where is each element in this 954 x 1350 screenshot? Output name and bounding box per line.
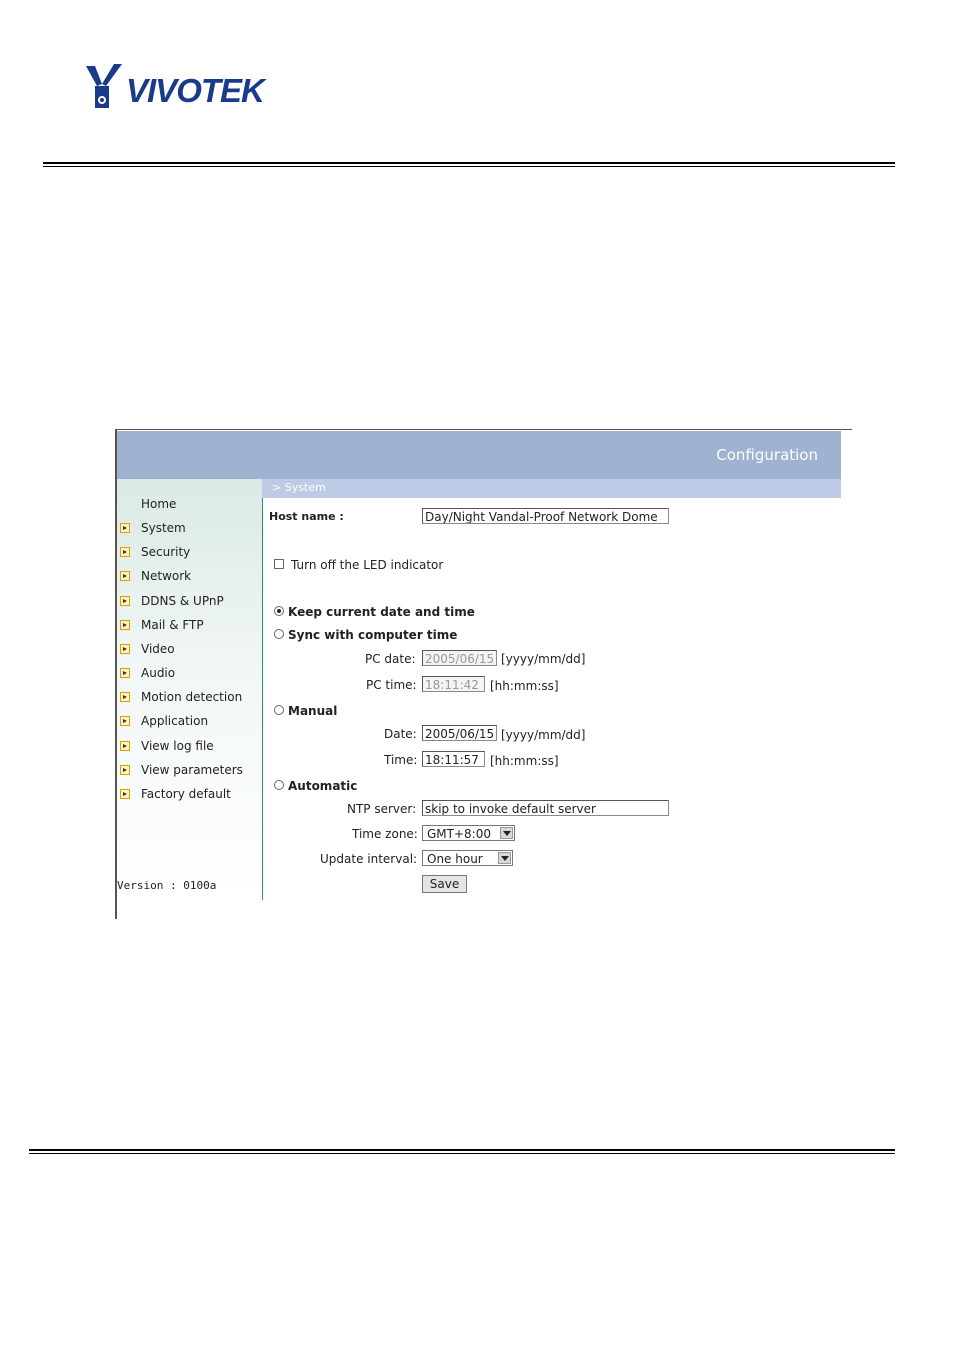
sidebar (117, 479, 263, 900)
update-interval-value: One hour (427, 852, 483, 866)
sidebar-item-ddns-upnp[interactable]: DDNS & UPnP (141, 594, 224, 608)
configuration-window (115, 429, 852, 919)
arrow-right-icon (120, 741, 130, 751)
arrow-right-icon (120, 765, 130, 775)
time-input[interactable]: 18:11:57 (422, 751, 485, 767)
sidebar-item-view-log-file[interactable]: View log file (141, 739, 214, 753)
pc-time-format: [hh:mm:ss] (490, 679, 559, 693)
top-rule (43, 162, 895, 164)
keep-time-label: Keep current date and time (288, 605, 475, 619)
brand-name: VIVOTEK (126, 72, 264, 109)
bottom-rule-thin (29, 1153, 895, 1154)
update-interval-label: Update interval: (320, 852, 418, 866)
arrow-right-icon (120, 523, 130, 533)
date-format: [yyyy/mm/dd] (501, 728, 586, 742)
time-zone-label: Time zone: (352, 827, 418, 841)
pc-date-format: [yyyy/mm/dd] (501, 652, 586, 666)
keep-time-radio[interactable] (274, 606, 284, 616)
arrow-right-icon (120, 596, 130, 606)
arrow-right-icon (120, 547, 130, 557)
date-input[interactable]: 2005/06/15 (422, 725, 497, 741)
arrow-right-icon (120, 571, 130, 581)
sidebar-item-application[interactable]: Application (141, 714, 209, 728)
host-name-input[interactable]: Day/Night Vandal-Proof Network Dome (422, 508, 669, 524)
header-title: Configuration (716, 446, 818, 464)
ntp-server-label: NTP server: (347, 802, 417, 816)
date-label: Date: (384, 727, 417, 741)
led-checkbox[interactable] (274, 559, 284, 569)
pc-date-label: PC date: (365, 652, 416, 666)
arrow-right-icon (120, 789, 130, 799)
ntp-server-input[interactable]: skip to invoke default server (422, 800, 669, 816)
sidebar-item-view-parameters[interactable]: View parameters (141, 763, 243, 777)
led-label: Turn off the LED indicator (291, 558, 444, 572)
config-header (117, 431, 841, 479)
sidebar-item-audio[interactable]: Audio (141, 666, 176, 680)
frame-top-border (115, 429, 852, 430)
time-zone-value: GMT+8:00 (427, 827, 491, 841)
time-zone-select[interactable] (422, 825, 515, 841)
chevron-down-icon[interactable] (500, 827, 513, 839)
automatic-radio[interactable] (274, 780, 284, 790)
save-button[interactable]: Save (422, 875, 467, 893)
arrow-right-icon (120, 716, 130, 726)
pc-time-label: PC time: (366, 678, 417, 692)
time-label: Time: (384, 753, 418, 767)
top-rule-thin (43, 166, 895, 167)
sync-time-radio[interactable] (274, 629, 284, 639)
pc-date-input[interactable]: 2005/06/15 (422, 650, 497, 666)
sidebar-item-network[interactable]: Network (141, 569, 192, 583)
sidebar-item-security[interactable]: Security (141, 545, 191, 559)
chevron-down-icon[interactable] (498, 852, 511, 864)
pc-time-input[interactable]: 18:11:42 (422, 676, 485, 692)
section-title: > System (272, 481, 326, 494)
section-bar (262, 479, 841, 498)
manual-label: Manual (288, 704, 338, 718)
manual-radio[interactable] (274, 705, 284, 715)
sidebar-item-system[interactable]: System (141, 521, 186, 535)
sidebar-item-motion-detection[interactable]: Motion detection (141, 690, 243, 704)
sidebar-item-mail-ftp[interactable]: Mail & FTP (141, 618, 204, 632)
sidebar-item-home[interactable]: Home (141, 497, 177, 511)
time-format: [hh:mm:ss] (490, 754, 559, 768)
arrow-right-icon (120, 644, 130, 654)
host-name-label: Host name : (269, 510, 344, 523)
arrow-right-icon (120, 692, 130, 702)
automatic-label: Automatic (288, 779, 358, 793)
camera-logo-icon (86, 62, 126, 112)
bottom-rule (29, 1149, 895, 1151)
sync-time-label: Sync with computer time (288, 628, 458, 642)
sidebar-item-factory-default[interactable]: Factory default (141, 787, 231, 801)
sidebar-item-video[interactable]: Video (141, 642, 175, 656)
update-interval-select[interactable] (422, 850, 513, 866)
arrow-right-icon (120, 668, 130, 678)
vivotek-logo (86, 62, 292, 112)
arrow-right-icon (120, 620, 130, 630)
version-label: Version : 0100a (117, 879, 217, 892)
